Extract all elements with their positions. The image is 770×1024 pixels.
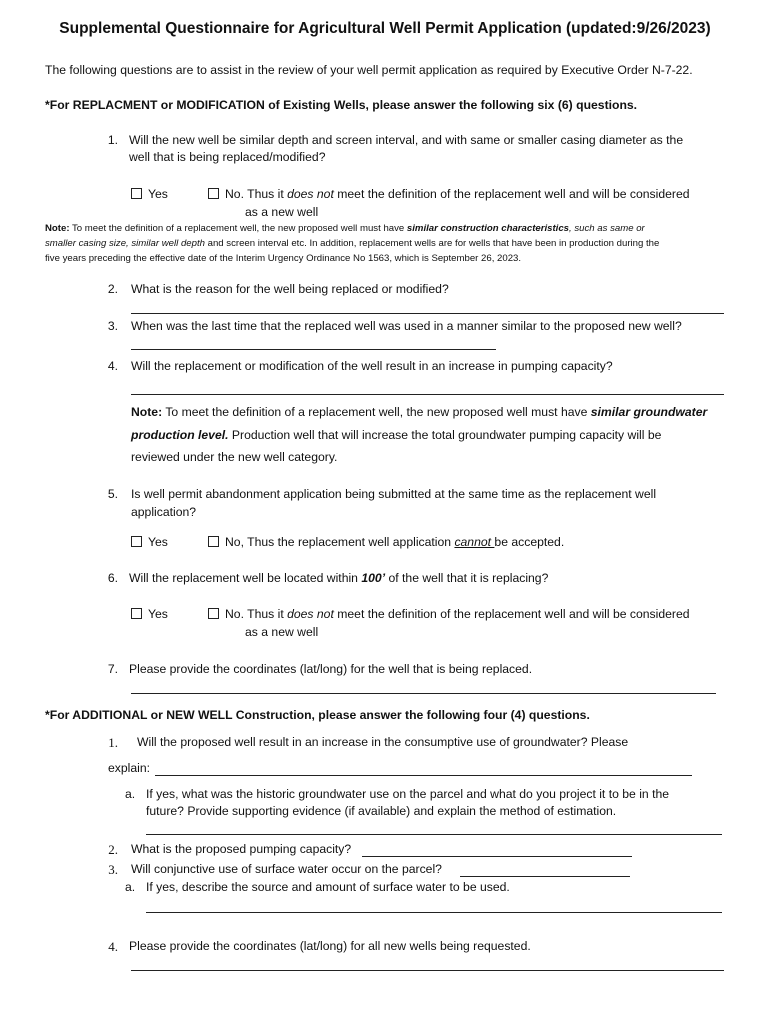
answer-line[interactable]: [155, 775, 692, 776]
no-label: No, Thus the replacement well application cannot be accepted.: [225, 535, 565, 549]
yes-option[interactable]: [131, 186, 168, 203]
yes-label: Yes: [148, 607, 168, 621]
question-number: 4.: [107, 359, 118, 373]
yes-label: Yes: [148, 535, 168, 549]
intro-text: The following questions are to assist in the review of your well permit application as required by Executive Order N-7-22.: [45, 63, 693, 77]
question-text: Will the proposed well result in an increase in the consumptive use of groundwater? Please: [137, 735, 629, 749]
question-text: application?: [131, 505, 197, 519]
question-number: 1.: [107, 133, 118, 147]
checkbox-icon[interactable]: [208, 536, 219, 547]
question-text: Will the new well be similar depth and screen interval, and with same or smaller casing diameter as the: [129, 133, 684, 147]
question-text: Please provide the coordinates (lat/long) for all new wells being requested.: [129, 939, 531, 953]
answer-line[interactable]: [362, 856, 632, 857]
sub-question-text: If yes, describe the source and amount of surface water to be used.: [146, 880, 510, 894]
answer-line[interactable]: [131, 394, 724, 395]
yes-label: Yes: [148, 187, 168, 201]
section-new-heading: *For ADDITIONAL or NEW WELL Construction, please answer the following four (4) questions.: [45, 708, 590, 722]
checkbox-icon[interactable]: [131, 608, 142, 619]
note-line: reviewed under the new well category.: [131, 450, 338, 464]
checkbox-icon[interactable]: [131, 188, 142, 199]
yes-option[interactable]: [131, 606, 168, 623]
checkbox-icon[interactable]: [131, 536, 142, 547]
note-line: Note: To meet the definition of a replacement well, the new proposed well must have similar construction characteristics, such as same or: [45, 223, 645, 234]
question-text: Will the replacement or modification of the well result in an increase in pumping capacity?: [131, 359, 613, 373]
question-number: 1.: [108, 735, 118, 750]
question-text: Please provide the coordinates (lat/long) for the well that is being replaced.: [129, 662, 533, 676]
page-title: Supplemental Questionnaire for Agricultural Well Permit Application (updated:9/26/2023): [59, 20, 711, 37]
no-label: No. Thus it does not meet the definition of the replacement well and will be considered: [225, 607, 690, 621]
question-text: When was the last time that the replaced well was used in a manner similar to the proposed new well?: [131, 319, 682, 333]
question-text: well that is being replaced/modified?: [129, 150, 326, 164]
question-number: 7.: [107, 662, 118, 676]
sub-letter: a.: [125, 880, 136, 894]
question-text: Is well permit abandonment application being submitted at the same time as the replacement well: [131, 487, 657, 501]
yes-option[interactable]: [131, 534, 168, 551]
answer-line[interactable]: [131, 349, 496, 350]
sub-letter: a.: [125, 787, 136, 801]
explain-label: explain:: [108, 761, 151, 775]
question-text: Will conjunctive use of surface water occur on the parcel?: [131, 862, 442, 876]
question-number: 2.: [107, 282, 118, 296]
answer-line[interactable]: [131, 693, 716, 694]
question-number: 2.: [108, 842, 118, 857]
checkbox-icon[interactable]: [208, 608, 219, 619]
answer-line[interactable]: [131, 970, 724, 971]
question-text: Will the replacement well be located within 100’ of the well that it is replacing?: [129, 571, 549, 585]
no-option[interactable]: [208, 534, 564, 551]
note-line: Note: To meet the definition of a replacement well, the new proposed well must have similar groundwater: [131, 405, 708, 419]
answer-line[interactable]: [146, 912, 722, 913]
note-line: production level. Production well that will increase the total groundwater pumping capacity will be: [131, 428, 662, 442]
sub-question-text: If yes, what was the historic groundwater use on the parcel and what do you project it to be in the: [146, 787, 670, 801]
question-number: 4.: [108, 939, 118, 954]
section-replacement-heading: *For REPLACMENT or MODIFICATION of Existing Wells, please answer the following six (6) questions.: [45, 98, 638, 112]
answer-line[interactable]: [460, 876, 630, 877]
checkbox-icon[interactable]: [208, 188, 219, 199]
sub-question-text: future? Provide supporting evidence (if available) and explain the method of estimation.: [146, 804, 617, 818]
no-label-continued: as a new well: [245, 625, 319, 639]
question-number: 5.: [107, 487, 118, 501]
question-number: 3.: [108, 862, 118, 877]
no-label-continued: as a new well: [245, 205, 319, 219]
no-label: No. Thus it does not meet the definition of the replacement well and will be considered: [225, 187, 690, 201]
question-text: What is the proposed pumping capacity?: [131, 842, 352, 856]
question-number: 3.: [107, 319, 118, 333]
note-line: five years preceding the effective date of the Interim Urgency Ordinance No 1563, which is September 26, 2023.: [45, 253, 522, 264]
question-text: What is the reason for the well being replaced or modified?: [131, 282, 449, 296]
no-option[interactable]: [208, 186, 690, 203]
answer-line[interactable]: [146, 834, 722, 835]
no-option[interactable]: [208, 606, 690, 623]
answer-line[interactable]: [131, 313, 724, 314]
question-number: 6.: [107, 571, 118, 585]
note-line: smaller casing size, similar well depth and screen interval etc. In addition, replacement wells are for wells that have been in production during the: [45, 238, 660, 249]
